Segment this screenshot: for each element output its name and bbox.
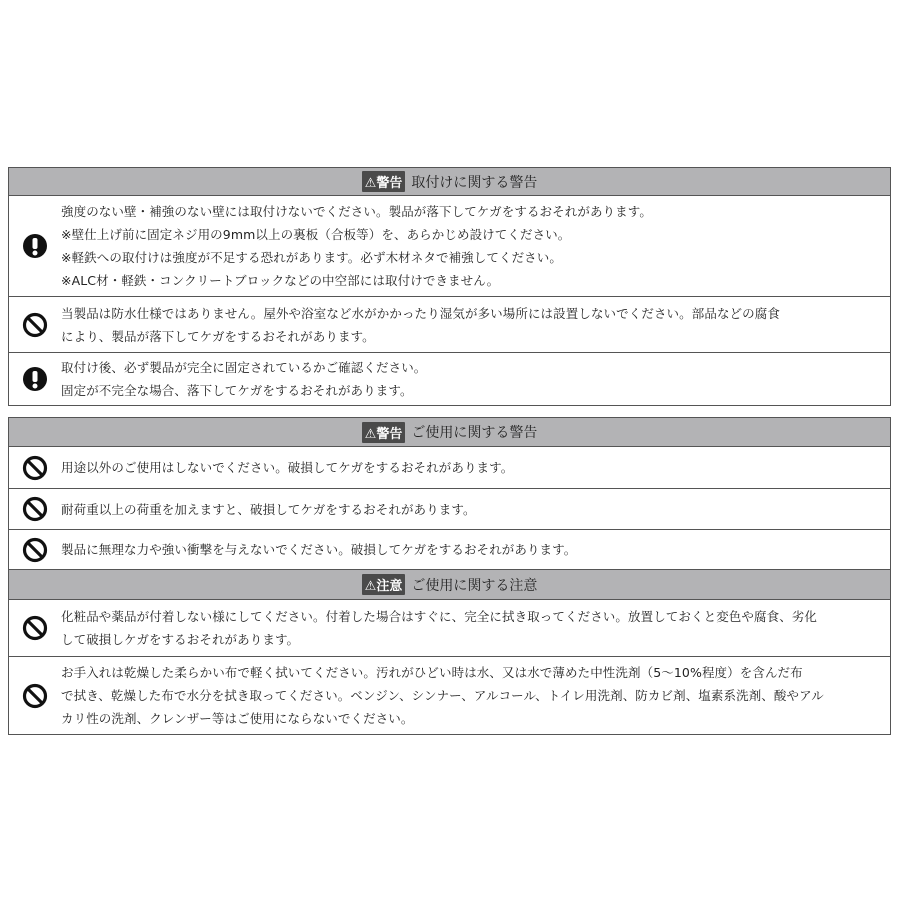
prohibited-icon (9, 496, 61, 522)
warning-item (9, 489, 890, 530)
warning-badge: ⚠警告 (362, 171, 406, 192)
item-text: 強度のない壁・補強のない壁には取付けないでください。製品が落下してケガをするおそれがあります。 (61, 204, 652, 219)
section-title: ご使用に関する注意 (411, 577, 538, 594)
exclamation-icon (9, 366, 61, 392)
item-text: 固定が不完全な場合、落下してケガをするおそれがあります。 (61, 383, 413, 398)
item-text: 化粧品や薬品が付着しない様にしてください。付着した場合はすぐに、完全に拭き取ってください。放置しておくと変色や腐食、劣化 (61, 609, 818, 624)
exclamation-icon (9, 233, 61, 259)
warning-item (9, 196, 890, 297)
item-text: お手入れは乾燥した柔らかい布で軽く拭いてください。汚れがひどい時は水、又は水で薄めた中性洗剤（5～10%程度）を含んだ布 (61, 665, 803, 680)
usage-warning-caution-section (8, 417, 891, 735)
item-text: 取付け後、必ず製品が完全に固定されているかご確認ください。 (61, 360, 427, 375)
warning-badge: ⚠警告 (362, 422, 406, 443)
caution-badge: ⚠注意 (362, 574, 406, 595)
warning-item (9, 297, 890, 353)
section-title: ご使用に関する警告 (411, 425, 538, 441)
section-header (9, 570, 890, 600)
caution-item (9, 600, 890, 657)
item-text: ※軽鉄への取付けは強度が不足する恐れがあります。必ず木材ネタで補強してください。 (61, 250, 562, 265)
item-text: 用途以外のご使用はしないでください。破損してケガをするおそれがあります。 (61, 460, 514, 475)
item-text: 製品に無理な力や強い衝撃を与えないでください。破損してケガをするおそれがあります。 (61, 542, 577, 557)
prohibited-icon (9, 683, 61, 709)
prohibited-icon (9, 312, 61, 338)
item-text: 耐荷重以上の荷重を加えますと、破損してケガをするおそれがあります。 (61, 501, 476, 517)
section-title: 取付けに関する警告 (411, 174, 538, 191)
section-header (9, 418, 890, 447)
section-header (9, 168, 890, 196)
item-text: により、製品が落下してケガをするおそれがあります。 (61, 328, 375, 344)
prohibited-icon (9, 615, 61, 641)
item-text: して破損しケガをするおそれがあります。 (61, 632, 300, 647)
prohibited-icon (9, 537, 61, 563)
warning-item (9, 530, 890, 570)
warning-item (9, 353, 890, 405)
item-text: 当製品は防水仕様ではありません。屋外や浴室など水がかかったり湿気が多い場所には設置しないでください。部品などの腐食 (61, 305, 780, 321)
warning-item (9, 447, 890, 489)
item-text: ※壁仕上げ前に固定ネジ用の9mm以上の裏板（合板等）を、あらかじめ設けてください。 (61, 227, 571, 242)
item-text: ※ALC材・軽鉄・コンクリートブロックなどの中空部には取付けできません。 (61, 273, 500, 288)
installation-warning-section (8, 167, 891, 406)
prohibited-icon (9, 455, 61, 481)
caution-item (9, 657, 890, 734)
item-text: で拭き、乾燥した布で水分を拭き取ってください。ベンジン、シンナー、アルコール、トイレ用洗剤、防カビ剤、塩素系洗剤、酸やアル (61, 688, 824, 703)
item-text: カリ性の洗剤、クレンザー等はご使用にならないでください。 (61, 711, 414, 726)
